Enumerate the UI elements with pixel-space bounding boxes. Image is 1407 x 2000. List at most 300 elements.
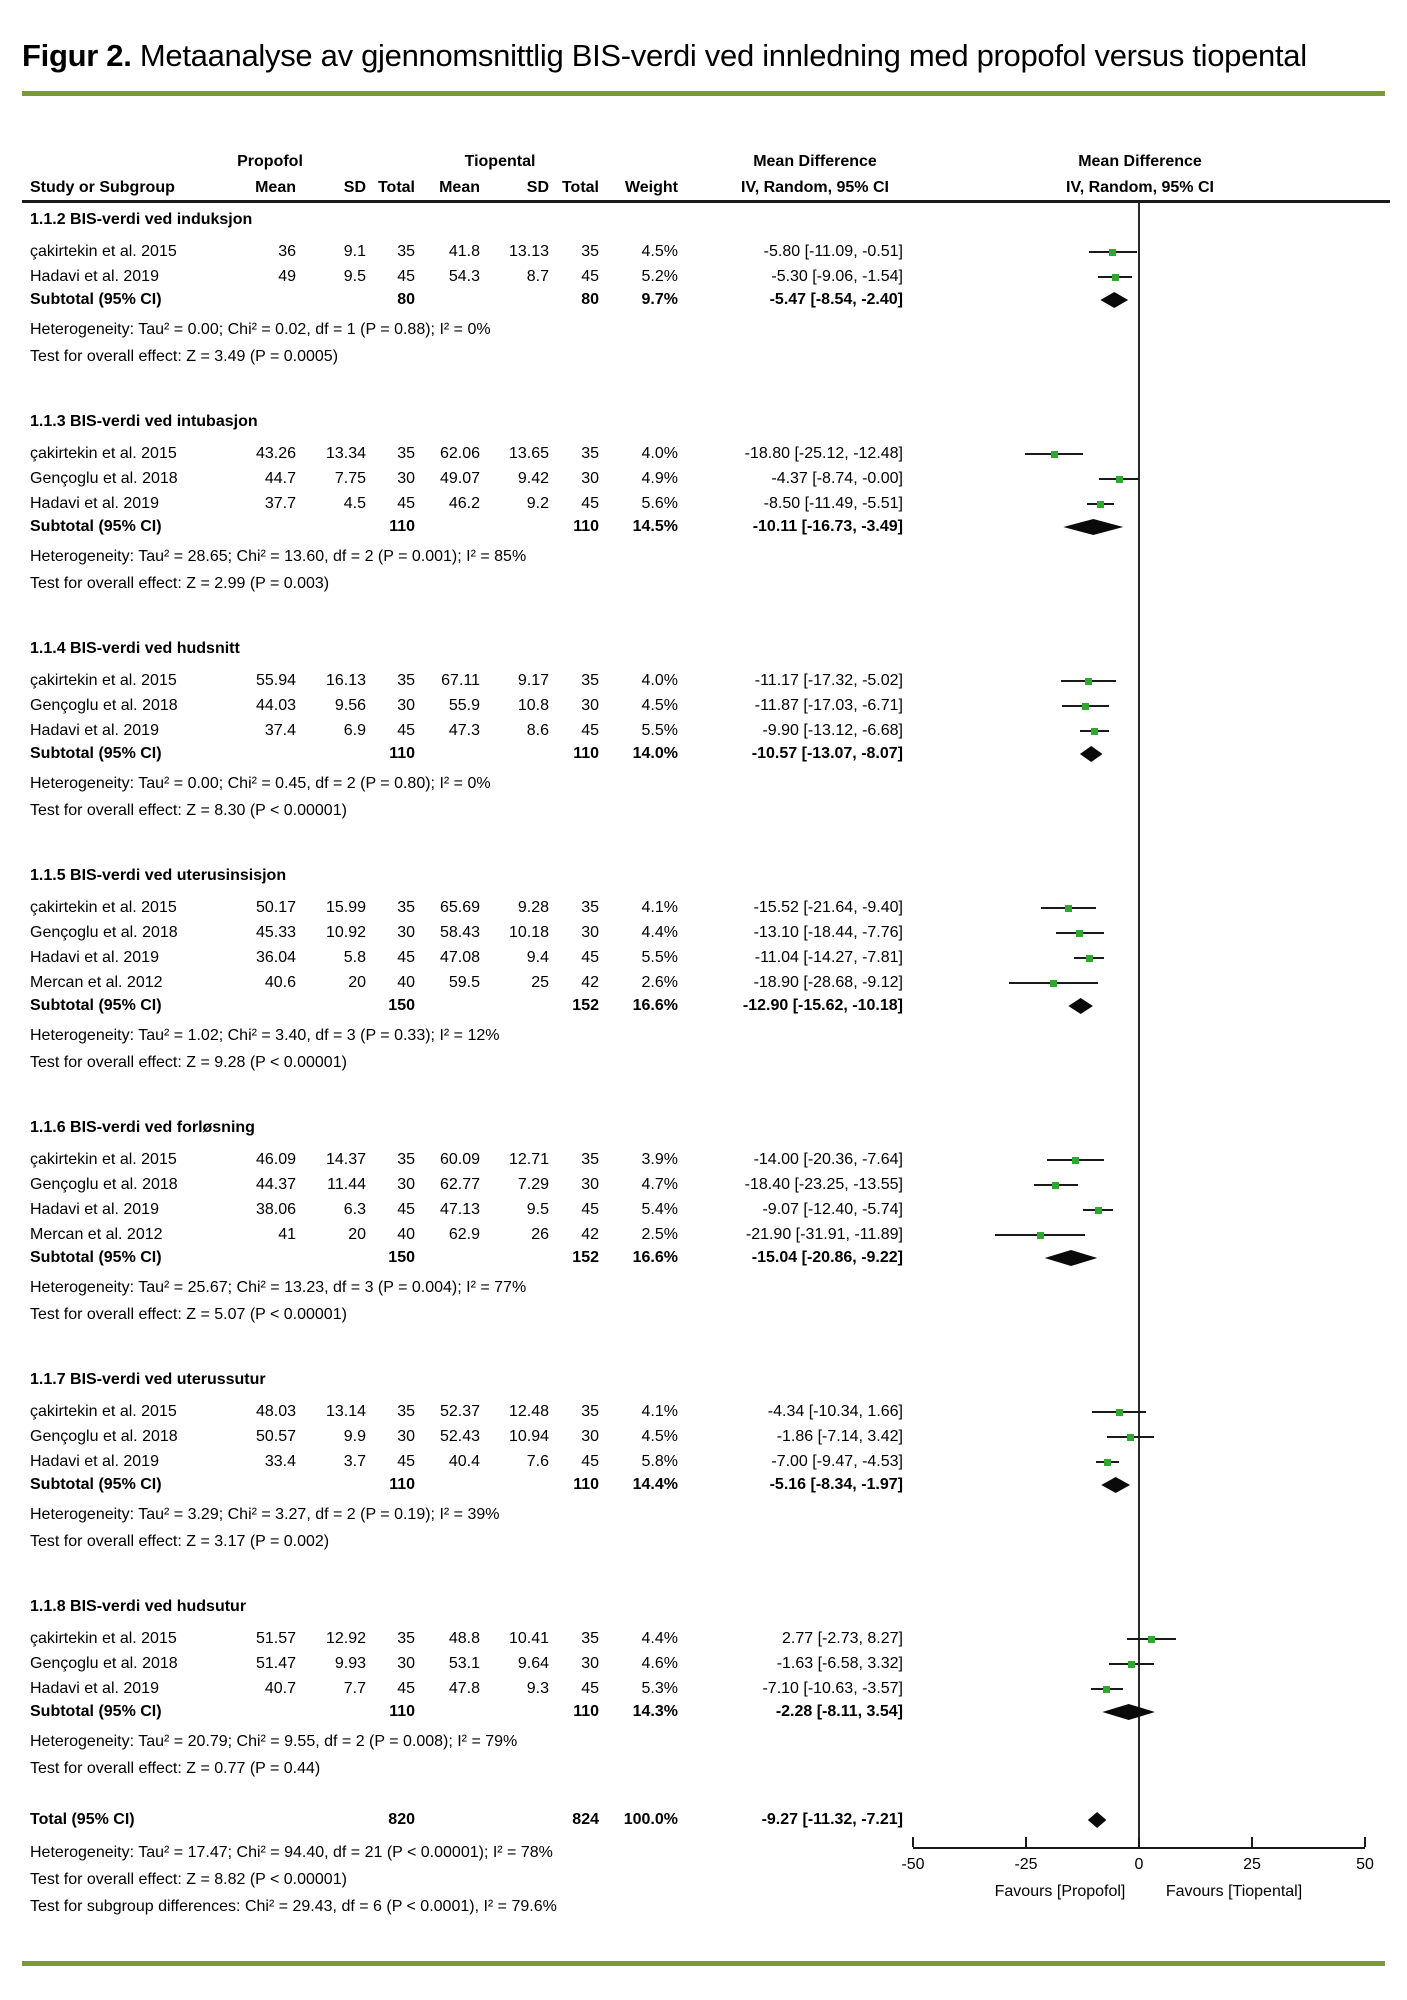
sd-propofol-cell: 7.7 (343, 1680, 366, 1697)
mean-propofol-cell: 51.47 (255, 1655, 296, 1672)
mean-point-marker (1104, 1459, 1111, 1466)
mean-tiopental-cell: 41.8 (448, 243, 480, 260)
mean-point-marker (1128, 1661, 1135, 1668)
mean-propofol-cell: 33.4 (264, 1453, 296, 1470)
study-label: çakirtekin et al. 2015 (30, 899, 177, 916)
sd-tiopental-cell: 10.18 (508, 924, 549, 941)
weight-cell: 4.1% (641, 899, 678, 916)
sd-tiopental-cell: 9.28 (517, 899, 549, 916)
section-title: 1.1.4 BIS-verdi ved hudsnitt (30, 640, 240, 657)
total-tiopental-cell: 35 (581, 1151, 599, 1168)
total-tiopental-cell: 80 (581, 291, 599, 308)
total-tiopental-cell: 110 (573, 518, 599, 535)
total-tiopental-cell: 35 (581, 243, 599, 260)
total-propofol-cell: 150 (388, 997, 415, 1014)
total-propofol-cell: 110 (389, 518, 415, 535)
col-header-ci-right: IV, Random, 95% CI (1066, 179, 1214, 196)
study-label: Gençoglu et al. 2018 (30, 697, 178, 714)
study-label: çakirtekin et al. 2015 (30, 1630, 177, 1647)
sd-tiopental-cell: 13.65 (508, 445, 549, 462)
pooled-diamond (1045, 1250, 1098, 1266)
overall-effect-text: Test for overall effect: Z = 5.07 (P < 0.00001) (30, 1306, 347, 1323)
md-ci-text-cell: -9.90 [-13.12, -6.68] (762, 722, 903, 739)
md-ci-text-cell: -1.86 [-7.14, 3.42] (776, 1428, 903, 1445)
axis-tick-label: -25 (1014, 1856, 1038, 1873)
mean-propofol-cell: 44.7 (264, 470, 296, 487)
mean-point-marker (1076, 930, 1083, 937)
mean-tiopental-cell: 65.69 (439, 899, 480, 916)
total-propofol-cell: 45 (397, 722, 415, 739)
study-label: Hadavi et al. 2019 (30, 1680, 159, 1697)
weight-cell: 4.5% (641, 697, 678, 714)
mean-propofol-cell: 48.03 (255, 1403, 296, 1420)
total-tiopental-cell: 110 (573, 1703, 599, 1720)
overall-effect-text: Test for overall effect: Z = 0.77 (P = 0.44) (30, 1760, 321, 1777)
weight-cell: 4.0% (641, 672, 678, 689)
mean-propofol-cell: 50.57 (255, 1428, 296, 1445)
weight-cell: 5.5% (641, 722, 678, 739)
mean-propofol-cell: 44.03 (255, 697, 296, 714)
total-tiopental-cell: 30 (581, 924, 599, 941)
total-tiopental-cell: 35 (581, 899, 599, 916)
mean-tiopental-cell: 47.8 (448, 1680, 480, 1697)
sd-tiopental-cell: 12.48 (508, 1403, 549, 1420)
md-ci-text-cell: -7.10 [-10.63, -3.57] (762, 1680, 903, 1697)
weight-cell: 4.5% (641, 1428, 678, 1445)
total-tiopental-cell: 824 (572, 1811, 599, 1828)
study-label: çakirtekin et al. 2015 (30, 1403, 177, 1420)
col-header-weight: Weight (624, 179, 678, 196)
mean-point-marker (1148, 1636, 1155, 1643)
total-tiopental-cell: 45 (581, 495, 599, 512)
weight-cell: 2.5% (641, 1226, 678, 1243)
subtotal-label: Subtotal (95% CI) (30, 1476, 162, 1493)
weight-cell: 4.0% (641, 445, 678, 462)
sd-tiopental-cell: 12.71 (508, 1151, 549, 1168)
mean-propofol-cell: 36.04 (255, 949, 296, 966)
sd-tiopental-cell: 13.13 (508, 243, 549, 260)
mean-tiopental-cell: 62.9 (448, 1226, 480, 1243)
sd-tiopental-cell: 8.7 (526, 268, 549, 285)
sd-propofol-cell: 9.5 (343, 268, 366, 285)
mean-tiopental-cell: 47.08 (439, 949, 480, 966)
study-label: Hadavi et al. 2019 (30, 1453, 159, 1470)
md-ci-text-cell: -18.80 [-25.12, -12.48] (744, 445, 903, 462)
sd-propofol-cell: 11.44 (327, 1176, 366, 1193)
total-tiopental-cell: 42 (581, 1226, 599, 1243)
figure-caption (22, 38, 1307, 74)
mean-point-marker (1097, 501, 1104, 508)
total-propofol-cell: 110 (389, 1703, 415, 1720)
axis-tick (1138, 1837, 1140, 1847)
sd-propofol-cell: 13.34 (325, 445, 366, 462)
col-header-mean-tiopental: Mean (439, 179, 480, 196)
md-ci-text-cell: -18.90 [-28.68, -9.12] (753, 974, 903, 991)
sd-propofol-cell: 4.5 (343, 495, 366, 512)
section-title: 1.1.5 BIS-verdi ved uterusinsisjon (30, 867, 287, 884)
study-label: Gençoglu et al. 2018 (30, 470, 178, 487)
sd-tiopental-cell: 9.42 (517, 470, 549, 487)
sd-propofol-cell: 6.9 (343, 722, 366, 739)
study-label: Hadavi et al. 2019 (30, 722, 159, 739)
md-ci-text-cell: -5.47 [-8.54, -2.40] (769, 291, 903, 308)
mean-propofol-cell: 41 (278, 1226, 296, 1243)
md-ci-text-cell: -11.17 [-17.32, -5.02] (754, 672, 903, 689)
mean-tiopental-cell: 62.77 (439, 1176, 480, 1193)
mean-tiopental-cell: 52.37 (439, 1403, 480, 1420)
sd-tiopental-cell: 9.4 (526, 949, 549, 966)
subtotal-label: Subtotal (95% CI) (30, 997, 162, 1014)
weight-cell: 4.5% (641, 243, 678, 260)
mean-propofol-cell: 49 (278, 268, 296, 285)
sd-tiopental-cell: 9.5 (526, 1201, 549, 1218)
x-axis-line (913, 1847, 1365, 1849)
favours-left-label: Favours [Propofol] (994, 1883, 1126, 1900)
overall-effect-text: Test for overall effect: Z = 8.30 (P < 0.00001) (30, 802, 347, 819)
md-ci-text-cell: -15.52 [-21.64, -9.40] (753, 899, 903, 916)
col-header-sd-propofol: SD (343, 179, 366, 196)
total-propofol-cell: 35 (397, 445, 415, 462)
md-ci-text-cell: -4.37 [-8.74, -0.00] (771, 470, 903, 487)
total-propofol-cell: 45 (397, 1453, 415, 1470)
mean-propofol-cell: 36 (278, 243, 296, 260)
weight-cell: 4.9% (641, 470, 678, 487)
md-ci-text-cell: -8.50 [-11.49, -5.51] (763, 495, 903, 512)
sd-tiopental-cell: 25 (531, 974, 549, 991)
sd-propofol-cell: 13.14 (325, 1403, 366, 1420)
col-header-mean-propofol: Mean (255, 179, 296, 196)
total-propofol-cell: 45 (397, 268, 415, 285)
study-label: Hadavi et al. 2019 (30, 1201, 159, 1218)
mean-tiopental-cell: 53.1 (448, 1655, 480, 1672)
mean-point-marker (1052, 1182, 1059, 1189)
md-ci-text-cell: -4.34 [-10.34, 1.66] (767, 1403, 903, 1420)
pooled-diamond (1080, 746, 1103, 762)
sd-tiopental-cell: 10.8 (517, 697, 549, 714)
weight-cell: 4.4% (641, 924, 678, 941)
group-header-mean-difference-right: Mean Difference (1078, 153, 1202, 170)
sd-propofol-cell: 14.37 (325, 1151, 366, 1168)
axis-tick-label: 25 (1243, 1856, 1261, 1873)
section-title: 1.1.8 BIS-verdi ved hudsutur (30, 1598, 247, 1615)
mean-point-marker (1095, 1207, 1102, 1214)
md-ci-text-cell: -9.27 [-11.32, -7.21] (761, 1811, 903, 1828)
heterogeneity-text: Heterogeneity: Tau² = 0.00; Chi² = 0.45, df = 2 (P = 0.80); I² = 0% (30, 775, 491, 792)
mean-point-marker (1037, 1232, 1044, 1239)
sd-propofol-cell: 16.13 (325, 672, 366, 689)
group-header-propofol: Propofol (237, 153, 303, 170)
col-header-total-tiopental: Total (561, 179, 599, 196)
total-propofol-cell: 45 (397, 495, 415, 512)
mean-point-marker (1116, 1409, 1123, 1416)
study-label: çakirtekin et al. 2015 (30, 1151, 177, 1168)
sd-tiopental-cell: 9.3 (526, 1680, 549, 1697)
total-propofol-cell: 150 (388, 1249, 415, 1266)
total-propofol-cell: 110 (389, 1476, 415, 1493)
sd-tiopental-cell: 8.6 (526, 722, 549, 739)
axis-tick (912, 1837, 914, 1847)
total-overall-effect-text: Test for overall effect: Z = 8.82 (P < 0.00001) (30, 1871, 347, 1888)
subtotal-label: Subtotal (95% CI) (30, 518, 162, 535)
total-propofol-cell: 35 (397, 1630, 415, 1647)
md-ci-text-cell: -13.10 [-18.44, -7.76] (753, 924, 903, 941)
total-propofol-cell: 35 (397, 1403, 415, 1420)
mean-tiopental-cell: 49.07 (439, 470, 480, 487)
figure-number: Figur 2. (22, 38, 132, 73)
total-propofol-cell: 35 (397, 899, 415, 916)
total-tiopental-cell: 30 (581, 1176, 599, 1193)
overall-effect-text: Test for overall effect: Z = 3.17 (P = 0.002) (30, 1533, 330, 1550)
pooled-diamond (1063, 519, 1123, 535)
col-header-total-propofol: Total (377, 179, 415, 196)
sd-propofol-cell: 3.7 (343, 1453, 366, 1470)
weight-cell: 5.6% (641, 495, 678, 512)
sd-propofol-cell: 20 (348, 1226, 366, 1243)
study-label: Mercan et al. 2012 (30, 974, 163, 991)
col-header-sd-tiopental: SD (526, 179, 549, 196)
sd-propofol-cell: 10.92 (325, 924, 366, 941)
mean-point-marker (1091, 728, 1098, 735)
mean-propofol-cell: 40.6 (264, 974, 296, 991)
mean-tiopental-cell: 55.9 (448, 697, 480, 714)
sd-propofol-cell: 6.3 (343, 1201, 366, 1218)
heterogeneity-text: Heterogeneity: Tau² = 20.79; Chi² = 9.55, df = 2 (P = 0.008); I² = 79% (30, 1733, 518, 1750)
weight-cell: 14.5% (632, 518, 678, 535)
mean-point-marker (1103, 1686, 1110, 1693)
total-tiopental-cell: 45 (581, 268, 599, 285)
total-heterogeneity-text: Heterogeneity: Tau² = 17.47; Chi² = 94.40, df = 21 (P < 0.00001); I² = 78% (30, 1844, 553, 1861)
mean-propofol-cell: 37.7 (264, 495, 296, 512)
mean-point-marker (1109, 249, 1116, 256)
subtotal-label: Subtotal (95% CI) (30, 745, 162, 762)
mean-propofol-cell: 38.06 (255, 1201, 296, 1218)
total-propofol-cell: 45 (397, 1680, 415, 1697)
favours-right-label: Favours [Tiopental] (1165, 1883, 1303, 1900)
mean-propofol-cell: 40.7 (264, 1680, 296, 1697)
sd-tiopental-cell: 9.17 (517, 672, 549, 689)
sd-propofol-cell: 15.99 (325, 899, 366, 916)
sd-tiopental-cell: 7.6 (526, 1453, 549, 1470)
axis-tick (1251, 1837, 1253, 1847)
mean-point-marker (1065, 905, 1072, 912)
mean-propofol-cell: 55.94 (255, 672, 296, 689)
total-propofol-cell: 30 (397, 924, 415, 941)
top-green-rule (22, 91, 1385, 96)
total-propofol-cell: 45 (397, 949, 415, 966)
total-propofol-cell: 40 (397, 974, 415, 991)
sd-propofol-cell: 20 (348, 974, 366, 991)
weight-cell: 5.4% (641, 1201, 678, 1218)
mean-point-marker (1116, 476, 1123, 483)
total-tiopental-cell: 35 (581, 1630, 599, 1647)
col-header-study: Study or Subgroup (30, 179, 175, 196)
mean-tiopental-cell: 52.43 (439, 1428, 480, 1445)
section-title: 1.1.7 BIS-verdi ved uterussutur (30, 1371, 266, 1388)
pooled-diamond (1068, 998, 1093, 1014)
total-propofol-cell: 35 (397, 672, 415, 689)
total-tiopental-cell: 45 (581, 722, 599, 739)
total-tiopental-cell: 45 (581, 1453, 599, 1470)
subtotal-label: Subtotal (95% CI) (30, 1249, 162, 1266)
axis-tick (1025, 1837, 1027, 1847)
group-header-mean-difference-left: Mean Difference (753, 153, 877, 170)
weight-cell: 14.3% (632, 1703, 678, 1720)
sd-propofol-cell: 9.9 (343, 1428, 366, 1445)
sd-tiopental-cell: 7.29 (517, 1176, 549, 1193)
md-ci-text-cell: -10.57 [-13.07, -8.07] (751, 745, 903, 762)
study-label: çakirtekin et al. 2015 (30, 445, 177, 462)
mean-tiopental-cell: 47.3 (448, 722, 480, 739)
heterogeneity-text: Heterogeneity: Tau² = 3.29; Chi² = 3.27, df = 2 (P = 0.19); I² = 39% (30, 1506, 500, 1523)
heterogeneity-text: Heterogeneity: Tau² = 25.67; Chi² = 13.23, df = 3 (P = 0.004); I² = 77% (30, 1279, 527, 1296)
total-propofol-cell: 30 (397, 1655, 415, 1672)
total-propofol-cell: 30 (397, 1428, 415, 1445)
zero-effect-line (1138, 203, 1140, 1848)
mean-tiopental-cell: 40.4 (448, 1453, 480, 1470)
section-title: 1.1.2 BIS-verdi ved induksjon (30, 211, 253, 228)
total-tiopental-cell: 45 (581, 1680, 599, 1697)
md-ci-text-cell: -14.00 [-20.36, -7.64] (753, 1151, 903, 1168)
subgroup-differences-text: Test for subgroup differences: Chi² = 29.43, df = 6 (P < 0.0001), I² = 79.6% (30, 1898, 557, 1915)
total-tiopental-cell: 42 (581, 974, 599, 991)
total-propofol-cell: 35 (397, 1151, 415, 1168)
study-label: çakirtekin et al. 2015 (30, 672, 177, 689)
study-label: Gençoglu et al. 2018 (30, 924, 178, 941)
total-tiopental-cell: 35 (581, 1403, 599, 1420)
total-propofol-cell: 40 (397, 1226, 415, 1243)
sd-tiopental-cell: 9.2 (526, 495, 549, 512)
md-ci-text-cell: -21.90 [-31.91, -11.89] (745, 1226, 903, 1243)
axis-tick-label: 0 (1134, 1856, 1144, 1873)
sd-propofol-cell: 5.8 (343, 949, 366, 966)
total-propofol-cell: 35 (397, 243, 415, 260)
md-ci-text-cell: -12.90 [-15.62, -10.18] (742, 997, 903, 1014)
weight-cell: 4.1% (641, 1403, 678, 1420)
mean-tiopental-cell: 47.13 (439, 1201, 480, 1218)
sd-tiopental-cell: 9.64 (517, 1655, 549, 1672)
total-tiopental-cell: 30 (581, 1428, 599, 1445)
weight-cell: 4.4% (641, 1630, 678, 1647)
total-tiopental-cell: 152 (572, 1249, 599, 1266)
md-ci-text-cell: -10.11 [-16.73, -3.49] (752, 518, 903, 535)
figure-caption-text: Metaanalyse av gjennomsnittlig BIS-verdi ved innledning med propofol versus tiopental (131, 38, 1307, 73)
sd-propofol-cell: 9.56 (334, 697, 366, 714)
study-label: Hadavi et al. 2019 (30, 495, 159, 512)
mean-tiopental-cell: 67.11 (441, 672, 480, 689)
weight-cell: 100.0% (623, 1811, 678, 1828)
mean-point-marker (1082, 703, 1089, 710)
md-ci-text-cell: -11.87 [-17.03, -6.71] (754, 697, 903, 714)
md-ci-text-cell: -7.00 [-9.47, -4.53] (771, 1453, 903, 1470)
mean-tiopental-cell: 46.2 (448, 495, 480, 512)
mean-tiopental-cell: 54.3 (448, 268, 480, 285)
sd-propofol-cell: 9.93 (334, 1655, 366, 1672)
heterogeneity-text: Heterogeneity: Tau² = 1.02; Chi² = 3.40, df = 3 (P = 0.33); I² = 12% (30, 1027, 500, 1044)
weight-cell: 2.6% (641, 974, 678, 991)
mean-propofol-cell: 46.09 (255, 1151, 296, 1168)
total-tiopental-cell: 110 (573, 745, 599, 762)
total-tiopental-cell: 35 (581, 672, 599, 689)
total-propofol-cell: 820 (388, 1811, 415, 1828)
total-tiopental-cell: 30 (581, 1655, 599, 1672)
md-ci-text-cell: -5.16 [-8.34, -1.97] (769, 1476, 903, 1493)
study-label: çakirtekin et al. 2015 (30, 243, 177, 260)
heterogeneity-text: Heterogeneity: Tau² = 28.65; Chi² = 13.60, df = 2 (P = 0.001); I² = 85% (30, 548, 527, 565)
total-tiopental-cell: 30 (581, 697, 599, 714)
mean-propofol-cell: 37.4 (264, 722, 296, 739)
weight-cell: 5.3% (641, 1680, 678, 1697)
axis-tick-label: 50 (1356, 1856, 1374, 1873)
study-label: Hadavi et al. 2019 (30, 268, 159, 285)
weight-cell: 5.2% (641, 268, 678, 285)
study-label: Mercan et al. 2012 (30, 1226, 163, 1243)
mean-point-marker (1051, 451, 1058, 458)
md-ci-text-cell: -5.30 [-9.06, -1.54] (771, 268, 903, 285)
overall-effect-text: Test for overall effect: Z = 3.49 (P = 0.0005) (30, 348, 339, 365)
md-ci-text-cell: -1.63 [-6.58, 3.32] (776, 1655, 903, 1672)
pooled-diamond (1100, 292, 1128, 308)
axis-tick-label: -50 (901, 1856, 925, 1873)
group-header-tiopental: Tiopental (464, 153, 536, 170)
heterogeneity-text: Heterogeneity: Tau² = 0.00; Chi² = 0.02, df = 1 (P = 0.88); I² = 0% (30, 321, 491, 338)
md-ci-text-cell: -15.04 [-20.86, -9.22] (751, 1249, 903, 1266)
sd-tiopental-cell: 10.94 (508, 1428, 549, 1445)
pooled-diamond (1088, 1812, 1107, 1828)
weight-cell: 4.7% (641, 1176, 678, 1193)
mean-propofol-cell: 50.17 (255, 899, 296, 916)
md-ci-text-cell: 2.77 [-2.73, 8.27] (782, 1630, 903, 1647)
pooled-diamond (1101, 1477, 1130, 1493)
weight-cell: 16.6% (632, 997, 678, 1014)
weight-cell: 14.4% (632, 1476, 678, 1493)
md-ci-text-cell: -18.40 [-23.25, -13.55] (744, 1176, 903, 1193)
sd-propofol-cell: 9.1 (343, 243, 366, 260)
md-ci-text-cell: -9.07 [-12.40, -5.74] (762, 1201, 903, 1218)
mean-point-marker (1072, 1157, 1079, 1164)
mean-propofol-cell: 51.57 (255, 1630, 296, 1647)
total-propofol-cell: 30 (397, 1176, 415, 1193)
total-tiopental-cell: 45 (581, 949, 599, 966)
total-tiopental-cell: 152 (572, 997, 599, 1014)
weight-cell: 9.7% (641, 291, 678, 308)
mean-propofol-cell: 43.26 (255, 445, 296, 462)
subtotal-label: Subtotal (95% CI) (30, 1703, 162, 1720)
total-tiopental-cell: 35 (581, 445, 599, 462)
overall-effect-text: Test for overall effect: Z = 9.28 (P < 0.00001) (30, 1054, 347, 1071)
weight-cell: 14.0% (632, 745, 678, 762)
study-label: Gençoglu et al. 2018 (30, 1428, 178, 1445)
md-ci-text-cell: -11.04 [-14.27, -7.81] (754, 949, 903, 966)
overall-effect-text: Test for overall effect: Z = 2.99 (P = 0.003) (30, 575, 330, 592)
sd-tiopental-cell: 26 (531, 1226, 549, 1243)
axis-tick (1364, 1837, 1366, 1847)
study-label: Gençoglu et al. 2018 (30, 1176, 178, 1193)
mean-point-marker (1127, 1434, 1134, 1441)
total-propofol-cell: 45 (397, 1201, 415, 1218)
mean-point-marker (1112, 274, 1119, 281)
total-tiopental-cell: 110 (573, 1476, 599, 1493)
md-ci-text-cell: -2.28 [-8.11, 3.54] (775, 1703, 903, 1720)
weight-cell: 16.6% (632, 1249, 678, 1266)
total-label: Total (95% CI) (30, 1811, 135, 1828)
mean-tiopental-cell: 48.8 (448, 1630, 480, 1647)
mean-tiopental-cell: 58.43 (439, 924, 480, 941)
mean-tiopental-cell: 59.5 (448, 974, 480, 991)
section-title: 1.1.3 BIS-verdi ved intubasjon (30, 413, 258, 430)
weight-cell: 4.6% (641, 1655, 678, 1672)
mean-tiopental-cell: 62.06 (439, 445, 480, 462)
sd-tiopental-cell: 10.41 (508, 1630, 549, 1647)
